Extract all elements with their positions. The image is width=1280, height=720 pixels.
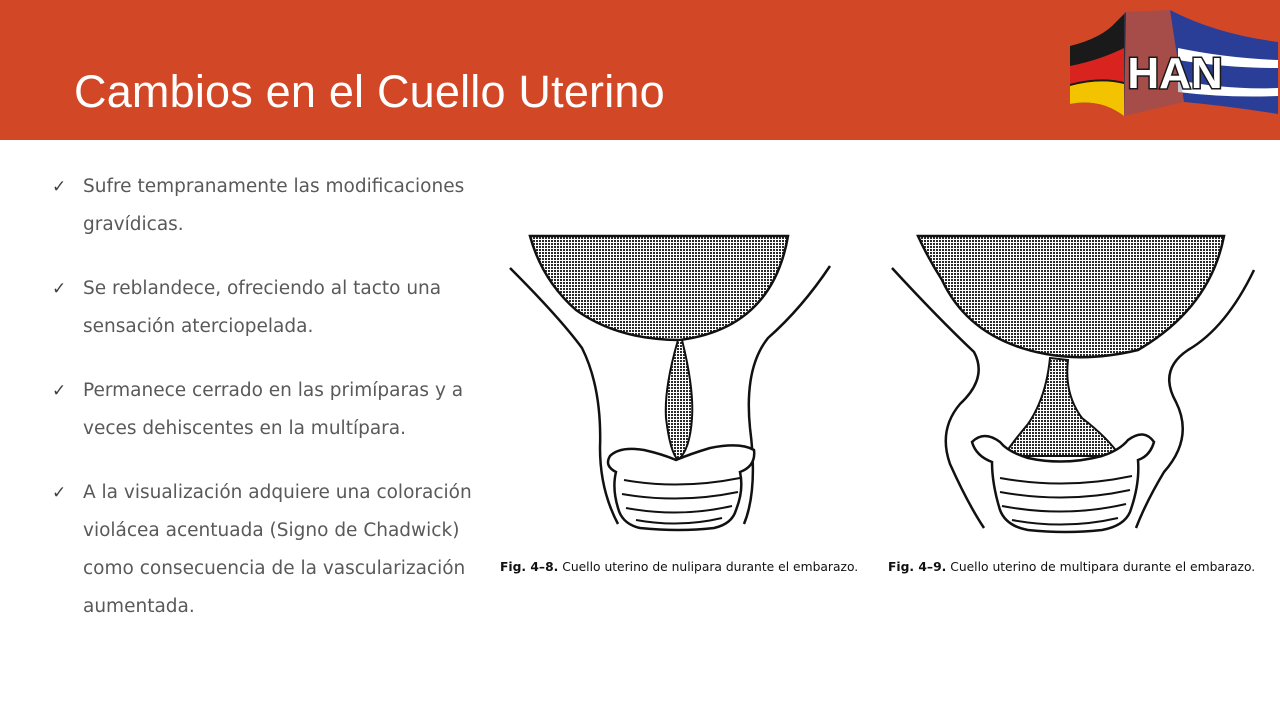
figure-caption <box>500 560 859 574</box>
bullet-text: Permanece cerrado en las primíparas y a veces dehiscentes en la multípara. <box>83 380 464 439</box>
check-icon: ✓ <box>52 279 67 299</box>
figure-nulipara <box>500 228 859 574</box>
check-icon: ✓ <box>52 381 67 401</box>
figure-caption-text: Cuello uterino de nulipara durante el embarazo. <box>562 560 859 574</box>
figure-label: Fig. 4–8. <box>500 560 559 574</box>
bullet-text: Se reblandece, ofreciendo al tacto una sensación aterciopelada. <box>83 278 442 337</box>
bullet-item <box>52 474 477 626</box>
cervix-nulipara-illustration <box>500 228 850 558</box>
header-bar <box>0 0 1280 140</box>
bullet-list <box>52 168 477 652</box>
slide-title: Cambios en el Cuello Uterino <box>74 66 665 117</box>
bullet-item <box>52 270 477 346</box>
cervix-multipara-illustration <box>888 228 1258 558</box>
check-icon: ✓ <box>52 483 67 503</box>
figure-caption-text: Cuello uterino de multipara durante el embarazo. <box>950 560 1256 574</box>
logo-wordmark: HAN <box>1127 49 1223 98</box>
han-logo <box>1066 8 1280 118</box>
bullet-item <box>52 168 477 244</box>
figure-caption <box>888 560 1256 574</box>
bullet-text: Sufre tempranamente las modificaciones gravídicas. <box>83 176 465 235</box>
check-icon: ✓ <box>52 177 67 197</box>
figure-multipara <box>888 228 1256 574</box>
bullet-item <box>52 372 477 448</box>
figure-label: Fig. 4–9. <box>888 560 947 574</box>
bullet-text: A la visualización adquiere una coloración violácea acentuada (Signo de Chadwick) como consecuencia de la vascularización aumentada. <box>83 482 472 617</box>
